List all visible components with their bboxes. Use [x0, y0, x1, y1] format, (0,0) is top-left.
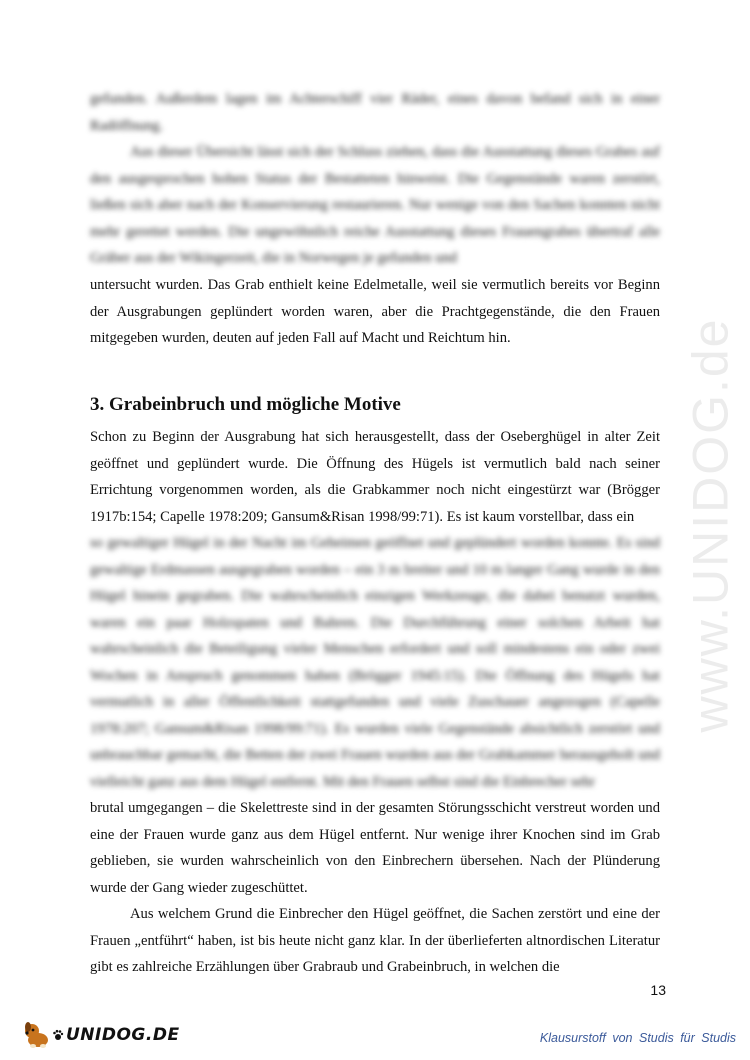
page-number: 13 — [650, 982, 666, 998]
paragraph-motives: Aus welchem Grund die Einbrecher den Hügel geöffnet, die Sachen zerstört und eine der Frauen „entführt“ haben, ist bis heute nicht ganz klar. In der überlieferten altnordischen Literatur gibt es zahlreiche Erzählungen über Grabraub und Grabeinbruch, in welchen die — [90, 906, 660, 975]
footer-logo[interactable] — [22, 1020, 180, 1050]
blurred-paragraph-top: gefunden. Außerdem lagen im Achterschiff vier Räder, eines davon befand sich in einer Radöffnung. — [90, 91, 660, 134]
watermark-text: www.UNIDOG.de — [682, 317, 738, 733]
paragraph-overview-end: untersucht wurden. Das Grab enthielt keine Edelmetalle, weil sie vermutlich bereits vor Beginn der Ausgrabungen geplündert worden waren, aber die Prachtgegenstände, die den Frauen mitgegeben wurden, deuten auf jeden Fall auf Macht und Reichtum hin. — [90, 277, 660, 346]
section-heading: 3. Grabeinbruch und mögliche Motive — [90, 394, 401, 415]
paragraph-excavation-end: brutal umgegangen – die Skelettreste sind in der gesamten Störungsschicht verstreut worden und eine der Frauen wurde ganz aus dem Hügel entfernt. Nur wenige ihrer Knochen sind im Grab geblieben, sie wurden wahrscheinlich von den Einbrechern übersehen. Nach der Plünderung wurde der Gang wieder zugeschüttet. — [90, 800, 660, 896]
blurred-paragraph-excavation: so gewaltiger Hügel in der Nacht im Geheimen geöffnet und geplündert worden konnte. Es sind gewaltige Erdmassen ausgegraben worden – ein 3 m breiter und 10 m langer Gang wurde in den Hügel hinein gegraben. Die wahrscheinlich einzigen Werkzeuge, die dabei benutzt wurden, waren ein paar Holzspaten und Bahren. Die Durchführung einer solchen Arbeit hat wahrscheinlich die Beteiligung vieler Menschen erfordert und soll mindestens ein oder zwei Wochen in Anspruch genommen haben (Brögger 1945:15). Die Öffnung des Hügels hat vermutlich in aller Öffentlichkeit stattgefunden und viele Zuschauer angezogen (Capelle 1978:207; Gansum&Risan 1998/99:71). Es wurden viele Gegenstände absichtlich zerstört und unbrauchbar gemacht, die Betten der zwei Frauen wurden aus der Grabkammer herausgeholt und vielleicht ganz aus dem Hügel entfernt. Mit den Frauen selbst sind die Einbrecher sehr — [90, 535, 660, 790]
footer-tagline: Klausurstoff von Studis für Studis — [539, 1031, 736, 1045]
dog-mascot-icon — [22, 1020, 52, 1050]
paragraph-excavation-start: Schon zu Beginn der Ausgrabung hat sich herausgestellt, dass der Oseberghügel in alter Zeit geöffnet und geplündert wurde. Die Öffnung des Hügels ist vermutlich bald nach seiner Errichtung vorgenommen worden, als die Grabkammer noch nicht eingestürzt war (Brögger 1917b:154; Capelle 1978:209; Gansum&Risan 1998/99:71). Es ist kaum vorstellbar, dass ein — [90, 429, 660, 525]
logo-text: UNIDOG.DE — [66, 1025, 180, 1045]
paw-icon — [52, 1029, 64, 1041]
watermark — [660, 300, 750, 750]
blurred-paragraph-overview: Aus dieser Übersicht lässt sich der Schluss ziehen, dass die Ausstattung dieses Grabes auf den ausgesprochen hohen Status der Bestatteten hinweist. Die Gegenstände waren zerstört, ließen sich aber nach der Konservierung restaurieren. Nur wenige von den Sachen konnten nicht mehr gerettet werden. Die ungewöhnlich reiche Ausstattung dieses Frauengrabes übertraf alle Gräber aus der Wikingerzeit, die in Norwegen je gefunden und — [90, 144, 660, 266]
